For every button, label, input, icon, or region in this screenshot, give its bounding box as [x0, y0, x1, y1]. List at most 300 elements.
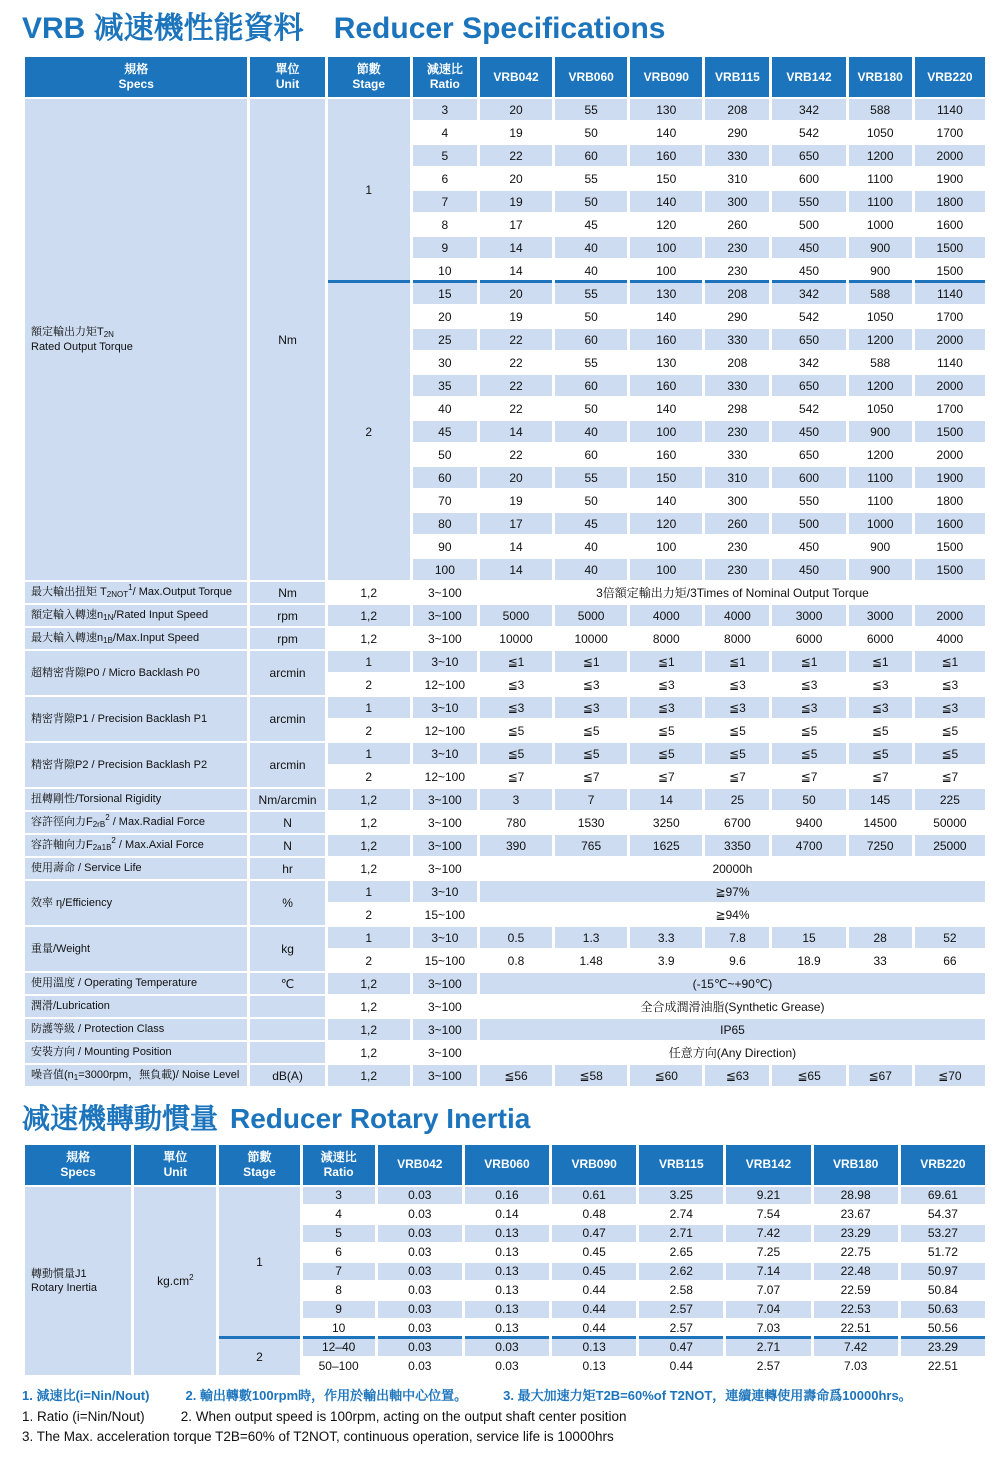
table-cell: 0.03	[408, 1359, 432, 1374]
table-cell: 542	[799, 125, 820, 140]
table-cell: 1,2	[328, 789, 410, 810]
table-cell: 225	[915, 789, 985, 810]
table-cell: 1500	[915, 559, 985, 580]
table-cell: 19	[509, 309, 523, 324]
table-cell: ≦70	[915, 1065, 985, 1086]
table-cell: 100	[413, 559, 477, 580]
table-cell: 2	[365, 953, 373, 968]
table-cell: 230	[727, 539, 748, 554]
table-cell: N	[250, 835, 324, 856]
table-cell: 300	[705, 191, 769, 212]
table-cell: 15~100	[424, 953, 466, 968]
table-cell: 20	[509, 171, 523, 186]
table-cell: 28.98	[814, 1187, 898, 1204]
table-cell: 3~100	[428, 861, 462, 876]
table-cell: 2000	[915, 375, 985, 396]
table-cell: 52	[915, 927, 985, 948]
table-cell: 7.8	[705, 927, 769, 948]
inertia-title-zh: 减速機轉動慣量	[22, 1103, 219, 1134]
table-cell: 160	[630, 375, 702, 396]
table-cell: 100	[656, 263, 677, 278]
table-row	[25, 835, 985, 856]
table-cell: 35	[413, 375, 477, 396]
table-cell: 0.45	[582, 1245, 606, 1260]
table-cell: ≦3	[630, 697, 702, 718]
table-cell: 160	[630, 329, 702, 350]
table-cell: ≦7	[582, 769, 600, 784]
table-cell: 1000	[849, 513, 912, 534]
table-cell: ≦67	[849, 1065, 912, 1086]
table-cell: 12~100	[424, 677, 466, 692]
table-cell: 300	[727, 493, 748, 508]
row-label: 轉動慣量J1 Rotary Inertia	[25, 1187, 131, 1375]
table-cell: 14	[480, 237, 552, 258]
table-cell: 55	[584, 355, 598, 370]
table-cell: 3	[303, 1187, 375, 1204]
table-row	[25, 789, 985, 810]
table-cell: ≦5	[657, 723, 675, 738]
row-label: 重量/Weight	[25, 927, 247, 971]
table-cell: 0.03	[495, 1359, 519, 1374]
table-cell: 3~100	[413, 1019, 477, 1040]
table-cell: 0.47	[552, 1225, 636, 1242]
table-cell: 90	[438, 539, 452, 554]
table-row	[25, 628, 985, 649]
footnote-en-line-1	[22, 1407, 986, 1427]
table-cell: ≧94%	[715, 907, 750, 922]
table-cell: 230	[727, 263, 748, 278]
row-label: 精密背隙P1 / Precision Backlash P1	[25, 697, 247, 741]
table-cell: 70	[438, 493, 452, 508]
table-cell: 9.21	[726, 1187, 810, 1204]
table-cell: 0.03	[408, 1283, 432, 1298]
footnote-en-1: 1. Ratio (i=Nin/Nout)	[22, 1408, 145, 1424]
table-cell: 0.44	[582, 1321, 606, 1336]
table-cell: 14	[509, 263, 523, 278]
table-cell: 2000	[936, 447, 964, 462]
table-cell: 4000	[936, 631, 964, 646]
table-cell: 22	[480, 375, 552, 396]
column-header: 單位 Unit	[134, 1145, 216, 1185]
table-cell: 53.27	[901, 1225, 985, 1242]
table-cell: 0.03	[378, 1187, 462, 1204]
table-cell: ≦5	[480, 743, 552, 764]
table-cell: 45	[584, 217, 598, 232]
table-cell: 3倍額定輸出力矩/3Times of Nominal Output Torque	[596, 586, 869, 600]
table-row	[25, 605, 985, 626]
table-cell: 14	[480, 421, 552, 442]
table-cell: 12–40	[303, 1339, 375, 1356]
table-cell: 23.29	[814, 1225, 898, 1242]
table-cell: 30	[438, 355, 452, 370]
table-cell: 3~10	[413, 651, 477, 672]
table-row	[25, 1065, 985, 1086]
table-cell: 0.13	[465, 1301, 549, 1318]
table-cell: 2000	[915, 329, 985, 350]
table-cell: 650	[772, 145, 845, 166]
table-cell: 342	[772, 99, 845, 120]
column-header-model: VRB060	[555, 57, 627, 97]
table-cell: 50000	[933, 815, 967, 830]
table-cell: 2	[365, 677, 373, 692]
table-cell: 55	[555, 283, 627, 304]
table-cell: ≦7	[729, 769, 746, 784]
table-cell: 60	[555, 375, 627, 396]
table-cell: 298	[727, 401, 748, 416]
page-title-zh: VRB 减速機性能資料	[22, 12, 304, 45]
table-cell: 765	[555, 835, 627, 856]
table-cell: 4	[335, 1207, 342, 1222]
table-cell: 120	[630, 513, 702, 534]
column-header-model: VRB180	[814, 1145, 898, 1185]
table-cell: 3	[413, 99, 477, 120]
row-label: 使用溫度 / Operating Temperature	[25, 973, 247, 994]
table-cell: 5000	[555, 605, 627, 626]
column-header-model: VRB042	[378, 1145, 462, 1185]
table-cell: 1200	[849, 375, 912, 396]
table-cell: 1	[328, 927, 410, 948]
footnote-zh-3: 3. 最大加速力矩T2B=60%of T2NOT，連續連轉使用壽命爲10000hrs。	[503, 1387, 912, 1403]
table-cell: 0.03	[408, 1207, 432, 1222]
table-cell: 3~100	[428, 1045, 462, 1060]
column-header: 節數 Stage	[219, 1145, 299, 1185]
table-cell: 50	[772, 789, 845, 810]
table-cell: ≦3	[772, 697, 845, 718]
table-row	[25, 651, 985, 672]
table-cell: Nm	[250, 99, 324, 580]
table-cell: 17	[480, 513, 552, 534]
row-label: 潤滑/Lubrication	[25, 996, 247, 1017]
table-cell: 2.62	[639, 1263, 723, 1280]
table-cell: ≦5	[705, 743, 769, 764]
inertia-title-en: Reducer Rotary Inertia	[230, 1103, 531, 1134]
table-cell: 7.25	[756, 1245, 781, 1260]
table-cell: 450	[772, 559, 845, 580]
table-cell: 0.03	[378, 1225, 462, 1242]
table-cell: 2.71	[726, 1339, 810, 1356]
row-label: 超精密背隙P0 / Micro Backlash P0	[25, 651, 247, 695]
table-cell: 60	[584, 447, 598, 462]
table-cell: ≦7	[507, 769, 525, 784]
table-cell: 17	[509, 217, 523, 232]
table-cell: 22.51	[840, 1321, 871, 1336]
table-cell: 1140	[915, 283, 985, 304]
table-cell: ≦3	[507, 677, 525, 692]
table-cell: 0.48	[582, 1207, 606, 1222]
table-cell: 5	[413, 145, 477, 166]
table-cell: ≦5	[871, 723, 889, 738]
table-cell: 542	[799, 401, 820, 416]
table-cell: 1	[328, 99, 410, 281]
table-cell: 55	[555, 99, 627, 120]
table-cell: 12~100	[424, 769, 466, 784]
table-cell: ≦3	[705, 697, 769, 718]
table-cell: 4	[441, 125, 449, 140]
table-cell: ≦7	[657, 769, 675, 784]
table-cell: (-15℃~+90℃)	[480, 973, 985, 994]
table-cell: 330	[727, 447, 748, 462]
table-cell: 1900	[915, 467, 985, 488]
table-cell: 0.16	[465, 1187, 549, 1204]
table-cell: 450	[772, 421, 845, 442]
table-cell: 8	[441, 217, 449, 232]
table-cell: ≦5	[800, 723, 818, 738]
table-row	[25, 1019, 985, 1040]
table-cell: 5000	[480, 605, 552, 626]
table-cell: 1600	[936, 217, 964, 232]
table-cell: 1,2	[360, 631, 378, 646]
table-cell: ≦3	[849, 697, 912, 718]
table-cell: 2.57	[756, 1359, 781, 1374]
row-label: 效率 η/Efficiency	[25, 881, 247, 925]
table-cell: ≦63	[705, 1065, 769, 1086]
table-cell: 69.61	[901, 1187, 985, 1204]
table-cell: 45	[555, 513, 627, 534]
table-cell: ≦3	[555, 697, 627, 718]
table-cell: 208	[705, 99, 769, 120]
table-cell: 40	[555, 559, 627, 580]
table-cell: Nm/arcmin	[250, 789, 324, 810]
table-cell: 1800	[936, 493, 964, 508]
table-cell: 1,2	[328, 973, 410, 994]
table-cell: 50.56	[927, 1321, 958, 1336]
table-cell: 2000	[915, 605, 985, 626]
table-cell: 1500	[936, 539, 964, 554]
column-header: 規格 Specs	[25, 1145, 131, 1185]
table-cell: 2000	[915, 145, 985, 166]
table-cell: 8000	[652, 631, 680, 646]
table-cell: 100	[630, 237, 702, 258]
table-cell: 6	[441, 171, 449, 186]
table-cell: 50.84	[927, 1283, 958, 1298]
table-cell: 150	[656, 171, 677, 186]
table-cell: ≦5	[849, 743, 912, 764]
table-row	[25, 812, 985, 833]
table-row	[25, 582, 985, 603]
table-cell: 3~100	[428, 631, 462, 646]
table-cell: 0.13	[465, 1225, 549, 1242]
table-cell: 6700	[724, 815, 751, 830]
table-cell: ≦3	[480, 697, 552, 718]
table-cell: 55	[584, 171, 598, 186]
table-cell: 500	[772, 513, 845, 534]
column-header-model: VRB220	[915, 57, 985, 97]
table-cell: kg	[250, 927, 324, 971]
table-cell: 1	[328, 651, 410, 672]
inertia-title	[22, 1104, 986, 1135]
table-cell: 0.14	[495, 1207, 519, 1222]
page-title-en: Reducer Specifications	[333, 12, 666, 45]
column-header: 規格 Specs	[25, 57, 247, 97]
row-label: 額定輸入轉速$n_{1N}$/Rated Input Speed	[25, 605, 247, 626]
table-cell: N	[250, 812, 324, 833]
table-cell: 1,2	[360, 585, 378, 600]
table-cell: 0.8	[507, 953, 525, 968]
table-cell: 3~100	[428, 999, 462, 1014]
table-cell: 310	[727, 171, 748, 186]
table-cell: 1200	[866, 447, 894, 462]
column-header-model: VRB090	[630, 57, 702, 97]
table-cell: 1200	[849, 329, 912, 350]
table-cell: 50	[584, 125, 598, 140]
table-cell: 450	[799, 263, 820, 278]
table-cell: 60	[413, 467, 477, 488]
table-cell: 6	[335, 1245, 342, 1260]
table-cell: 1050	[866, 125, 894, 140]
table-cell: 50	[584, 309, 598, 324]
table-row	[25, 743, 985, 764]
table-cell: 20	[480, 283, 552, 304]
table-cell: 4000	[630, 605, 702, 626]
table-cell: 342	[772, 283, 845, 304]
page-title	[22, 12, 986, 45]
table-cell: 20000h	[712, 861, 753, 876]
reducer-rotary-inertia-table	[22, 1143, 988, 1377]
table-cell: 9.6	[729, 953, 746, 968]
table-cell: 1,2	[360, 999, 378, 1014]
table-cell: 45	[413, 421, 477, 442]
column-header-model: VRB142	[726, 1145, 810, 1185]
table-cell: 3250	[652, 815, 680, 830]
table-cell: 10	[331, 1321, 346, 1336]
column-header: 節數 Stage	[328, 57, 410, 97]
column-header-model: VRB142	[772, 57, 845, 97]
column-header-model: VRB220	[901, 1145, 985, 1185]
table-cell: 900	[870, 539, 891, 554]
table-cell: 0.61	[552, 1187, 636, 1204]
table-cell: 1530	[577, 815, 605, 830]
table-cell: 130	[630, 283, 702, 304]
table-cell: 7	[555, 789, 627, 810]
table-cell: 140	[656, 125, 677, 140]
table-cell: 0.13	[495, 1245, 519, 1260]
table-cell: dB(A)	[250, 1065, 324, 1086]
table-cell: 2	[365, 907, 373, 922]
table-cell: 15~100	[424, 907, 466, 922]
table-cell: ≦1	[630, 651, 702, 672]
table-cell: 22	[480, 329, 552, 350]
table-row	[25, 996, 985, 1017]
table-cell: 22.53	[814, 1301, 898, 1318]
table-cell: arcmin	[250, 697, 324, 741]
column-header-model: VRB060	[465, 1145, 549, 1185]
table-cell: 0.44	[552, 1301, 636, 1318]
table-cell: ≦1	[555, 651, 627, 672]
table-cell: 28	[849, 927, 912, 948]
footnote-zh-line	[22, 1387, 986, 1406]
table-cell: ≦3	[582, 677, 600, 692]
row-label: 噪音值($n_1=3000rpm$，無負載)/ Noise Level	[25, 1065, 247, 1086]
table-cell: 20	[438, 309, 452, 324]
table-cell: 9400	[795, 815, 823, 830]
table-cell: 9	[413, 237, 477, 258]
table-cell: 0.13	[495, 1283, 519, 1298]
table-cell: 1.48	[579, 953, 603, 968]
row-label: 容許徑向力$F_{2rB}^2$ / Max.Radial Force	[25, 812, 247, 833]
table-cell: 54.37	[927, 1207, 958, 1222]
table-cell: 3~10	[413, 697, 477, 718]
table-cell: 14	[480, 559, 552, 580]
table-cell: 5	[303, 1225, 375, 1242]
table-cell: 2.65	[669, 1245, 693, 1260]
footnote-zh-1: 1. 減速比(i=Nin/Nout)	[22, 1387, 150, 1403]
table-cell: 120	[656, 217, 677, 232]
table-cell: 1,2	[328, 1019, 410, 1040]
table-cell: 40	[584, 539, 598, 554]
table-cell: 230	[705, 237, 769, 258]
footnote-en-line-2	[22, 1427, 986, 1447]
table-cell: 40	[584, 263, 598, 278]
table-cell: 50.63	[901, 1301, 985, 1318]
table-cell: 2.74	[669, 1207, 693, 1222]
table-cell: 22	[509, 355, 523, 370]
table-cell: 23.29	[901, 1339, 985, 1356]
table-cell: 542	[799, 309, 820, 324]
table-cell: ≦7	[800, 769, 818, 784]
table-cell: 0.03	[408, 1321, 432, 1336]
table-row	[25, 697, 985, 718]
row-label: 安裝方向 / Mounting Position	[25, 1042, 247, 1063]
table-cell: 650	[799, 447, 820, 462]
table-cell	[250, 1019, 324, 1040]
column-header: 減速比 Ratio	[413, 57, 477, 97]
table-cell: 6000	[866, 631, 894, 646]
table-cell: 650	[772, 329, 845, 350]
table-cell: 1700	[936, 401, 964, 416]
table-cell: 140	[656, 309, 677, 324]
table-cell: 330	[705, 145, 769, 166]
table-cell: 2	[328, 283, 410, 580]
table-cell: 1,2	[360, 1045, 378, 1060]
table-cell: 22.51	[927, 1359, 958, 1374]
row-label: 扭轉剛性/Torsional Rigidity	[25, 789, 247, 810]
table-cell: 2.71	[639, 1225, 723, 1242]
table-cell: 3.3	[630, 927, 702, 948]
table-cell: 33	[873, 953, 887, 968]
table-cell: 1100	[849, 467, 912, 488]
table-cell: 7.14	[726, 1263, 810, 1280]
table-cell: 25000	[915, 835, 985, 856]
table-cell: 600	[772, 467, 845, 488]
table-cell: 10000	[499, 631, 533, 646]
table-cell: 550	[799, 493, 820, 508]
table-cell: 310	[705, 467, 769, 488]
table-cell: ≦3	[871, 677, 889, 692]
table-cell: 22.75	[840, 1245, 871, 1260]
table-cell: 1500	[915, 421, 985, 442]
inertia-table-container	[22, 1143, 986, 1377]
table-cell: ≦60	[630, 1065, 702, 1086]
table-cell: 3000	[849, 605, 912, 626]
table-cell: 1050	[866, 309, 894, 324]
table-cell: 1050	[866, 401, 894, 416]
table-cell: rpm	[250, 628, 324, 649]
table-row	[25, 927, 985, 948]
table-cell: rpm	[250, 605, 324, 626]
footnotes	[22, 1387, 986, 1447]
table-row	[25, 1187, 985, 1204]
table-cell: 3~10	[413, 743, 477, 764]
table-cell: 3~10	[413, 927, 477, 948]
table-cell: 3~100	[413, 973, 477, 994]
table-cell: 1,2	[328, 605, 410, 626]
table-cell: 25	[413, 329, 477, 350]
table-cell: %	[250, 881, 324, 925]
table-row	[25, 1042, 985, 1063]
table-cell: 14500	[863, 815, 897, 830]
table-cell: 2.57	[669, 1321, 693, 1336]
table-cell: 50	[584, 401, 598, 416]
